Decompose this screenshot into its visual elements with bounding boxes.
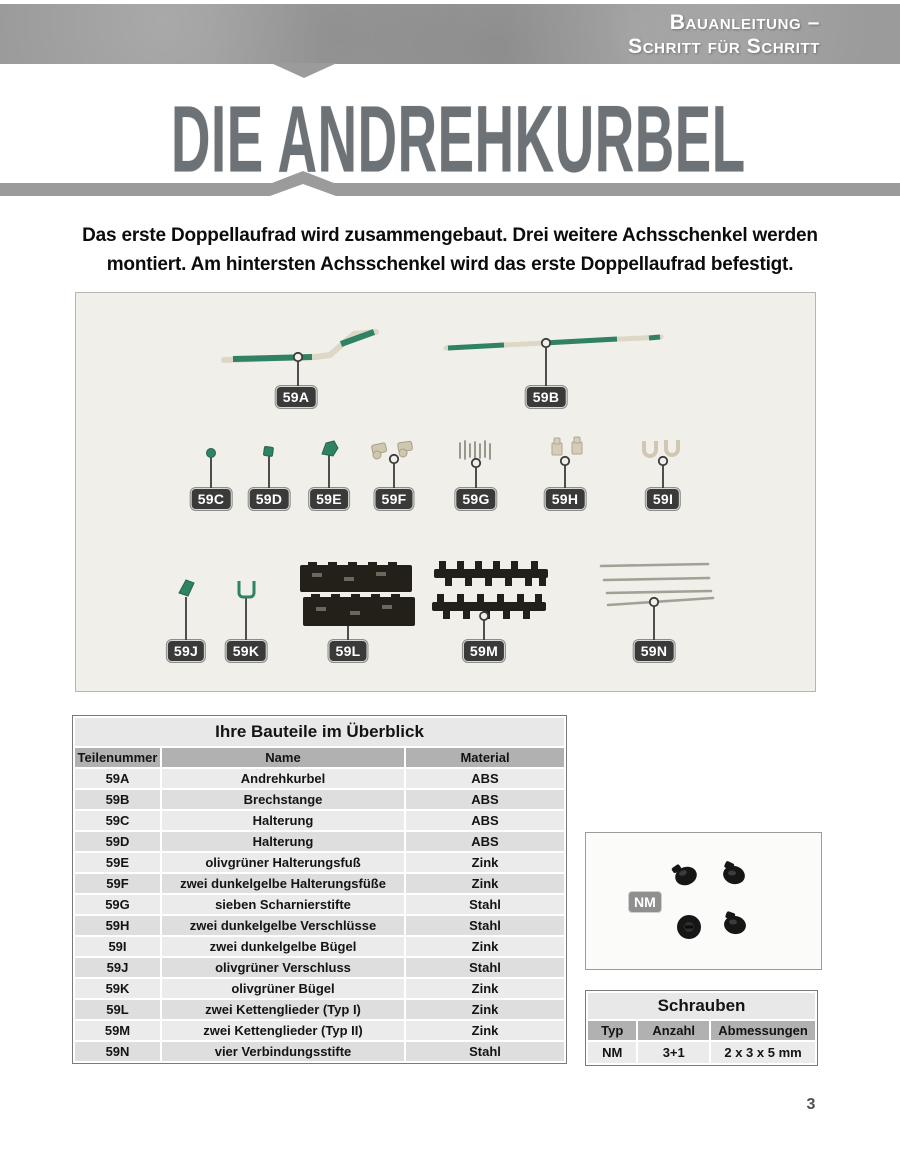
header-banner-text bbox=[628, 11, 820, 59]
part-label-59c: 59C bbox=[191, 488, 232, 510]
intro-text bbox=[40, 221, 860, 279]
cell-part: 59D bbox=[75, 832, 160, 851]
part-label-59e: 59E bbox=[309, 488, 349, 510]
intro-line1: Das erste Doppellaufrad wird zusammengebaut. Drei weitere Achsschenkel werden bbox=[82, 225, 818, 246]
cell-material: Zink bbox=[406, 937, 564, 956]
part-59h-image bbox=[552, 437, 582, 489]
parts-overview-table bbox=[72, 715, 567, 1064]
cell-anzahl: 3+1 bbox=[638, 1042, 709, 1063]
header-banner bbox=[0, 4, 900, 64]
screws-photo bbox=[586, 833, 821, 969]
cell-part: 59I bbox=[75, 937, 160, 956]
cell-name: zwei dunkelgelbe Halterungsfüße bbox=[162, 874, 404, 893]
part-label-59m: 59M bbox=[463, 640, 505, 662]
cell-material: Zink bbox=[406, 979, 564, 998]
intro-line2: montiert. Am hintersten Achsschenkel wird das erste Doppellaufrad befestigt. bbox=[106, 254, 794, 275]
part-59c-image bbox=[207, 449, 216, 490]
cell-material: ABS bbox=[406, 790, 564, 809]
table-row bbox=[75, 1042, 564, 1061]
table-row bbox=[75, 979, 564, 998]
part-59g-image bbox=[460, 441, 490, 489]
banner-notch bbox=[271, 63, 337, 78]
cell-part: 59B bbox=[75, 790, 160, 809]
parts-table-title: Ihre Bauteile im Überblick bbox=[75, 718, 564, 746]
cell-part: 59J bbox=[75, 958, 160, 977]
table-row bbox=[75, 832, 564, 851]
cell-part: 59E bbox=[75, 853, 160, 872]
cell-material: Zink bbox=[406, 1021, 564, 1040]
cell-material: Zink bbox=[406, 874, 564, 893]
part-59b-image bbox=[446, 337, 661, 388]
page-title: DIE ANDREHKURBEL bbox=[171, 85, 746, 192]
screws-table-title: Schrauben bbox=[588, 993, 815, 1019]
screw-icon bbox=[671, 864, 699, 889]
cell-name: olivgrüner Verschluss bbox=[162, 958, 404, 977]
part-label-59b: 59B bbox=[526, 386, 567, 408]
part-59f-image bbox=[371, 441, 412, 489]
screw-type-label: NM bbox=[628, 891, 662, 913]
parts-table-header-row bbox=[75, 748, 564, 767]
cell-material: Stahl bbox=[406, 958, 564, 977]
part-label-59f: 59F bbox=[374, 488, 413, 510]
part-59d-image bbox=[263, 446, 273, 489]
part-59m-image bbox=[432, 561, 548, 641]
screws-photo-box bbox=[585, 832, 822, 970]
cell-material: ABS bbox=[406, 769, 564, 788]
cell-name: Halterung bbox=[162, 811, 404, 830]
cell-name: olivgrüner Halterungsfuß bbox=[162, 853, 404, 872]
part-label-59j: 59J bbox=[167, 640, 205, 662]
cell-part: 59A bbox=[75, 769, 160, 788]
page-number: 3 bbox=[806, 1096, 816, 1113]
banner-line2: Schritt für Schritt bbox=[628, 35, 820, 58]
banner-line1: Bauanleitung – bbox=[669, 11, 820, 34]
cell-part: 59F bbox=[75, 874, 160, 893]
part-label-59k: 59K bbox=[226, 640, 267, 662]
col-teilenummer: Teilenummer bbox=[75, 748, 160, 767]
cell-name: Brechstange bbox=[162, 790, 404, 809]
table-row bbox=[75, 895, 564, 914]
table-row bbox=[75, 853, 564, 872]
table-row bbox=[75, 811, 564, 830]
col-anzahl: Anzahl bbox=[638, 1021, 709, 1040]
part-59l-image bbox=[300, 562, 415, 641]
part-59n-image bbox=[601, 564, 713, 641]
cell-material: Stahl bbox=[406, 1042, 564, 1061]
cell-name: zwei dunkelgelbe Verschlüsse bbox=[162, 916, 404, 935]
part-label-59i: 59I bbox=[646, 488, 680, 510]
cell-typ: NM bbox=[588, 1042, 636, 1063]
table-row bbox=[75, 1021, 564, 1040]
cell-name: Andrehkurbel bbox=[162, 769, 404, 788]
screw-icon bbox=[721, 861, 747, 887]
table-row bbox=[75, 874, 564, 893]
cell-material: Zink bbox=[406, 1000, 564, 1019]
part-59j-image bbox=[179, 580, 194, 641]
part-label-59n: 59N bbox=[634, 640, 675, 662]
parts-photo-panel bbox=[75, 292, 816, 692]
part-59i-image bbox=[644, 440, 678, 489]
cell-abmessungen: 2 x 3 x 5 mm bbox=[711, 1042, 815, 1063]
screws-table bbox=[585, 990, 818, 1066]
cell-name: olivgrüner Bügel bbox=[162, 979, 404, 998]
screws-table-header-row bbox=[588, 1021, 815, 1040]
col-abmessungen: Abmessungen bbox=[711, 1021, 815, 1040]
screw-icon bbox=[677, 915, 701, 939]
cell-name: zwei Kettenglieder (Typ II) bbox=[162, 1021, 404, 1040]
cell-name: vier Verbindungsstifte bbox=[162, 1042, 404, 1061]
part-label-59d: 59D bbox=[249, 488, 290, 510]
cell-material: ABS bbox=[406, 832, 564, 851]
col-material: Material bbox=[406, 748, 564, 767]
cell-part: 59N bbox=[75, 1042, 160, 1061]
cell-part: 59K bbox=[75, 979, 160, 998]
table-row bbox=[588, 1042, 815, 1063]
title-divider bbox=[0, 170, 900, 198]
cell-part: 59M bbox=[75, 1021, 160, 1040]
cell-name: zwei dunkelgelbe Bügel bbox=[162, 937, 404, 956]
cell-name: Halterung bbox=[162, 832, 404, 851]
cell-name: zwei Kettenglieder (Typ I) bbox=[162, 1000, 404, 1019]
screw-icon bbox=[723, 911, 748, 936]
cell-material: Zink bbox=[406, 853, 564, 872]
cell-material: Stahl bbox=[406, 916, 564, 935]
cell-material: ABS bbox=[406, 811, 564, 830]
cell-part: 59H bbox=[75, 916, 160, 935]
table-row bbox=[75, 958, 564, 977]
cell-material: Stahl bbox=[406, 895, 564, 914]
col-name: Name bbox=[162, 748, 404, 767]
part-label-59a: 59A bbox=[276, 386, 317, 408]
table-row bbox=[75, 790, 564, 809]
part-label-59h: 59H bbox=[545, 488, 586, 510]
part-label-59l: 59L bbox=[328, 640, 367, 662]
cell-name: sieben Scharnierstifte bbox=[162, 895, 404, 914]
table-row bbox=[75, 1000, 564, 1019]
cell-part: 59L bbox=[75, 1000, 160, 1019]
cell-part: 59C bbox=[75, 811, 160, 830]
table-row bbox=[75, 937, 564, 956]
table-row bbox=[75, 916, 564, 935]
part-59e-image bbox=[322, 441, 338, 489]
part-59k-image bbox=[239, 581, 254, 641]
table-row bbox=[75, 769, 564, 788]
col-typ: Typ bbox=[588, 1021, 636, 1040]
part-label-59g: 59G bbox=[455, 488, 496, 510]
part-59a-image bbox=[224, 332, 376, 388]
parts-photo bbox=[76, 293, 815, 691]
cell-part: 59G bbox=[75, 895, 160, 914]
